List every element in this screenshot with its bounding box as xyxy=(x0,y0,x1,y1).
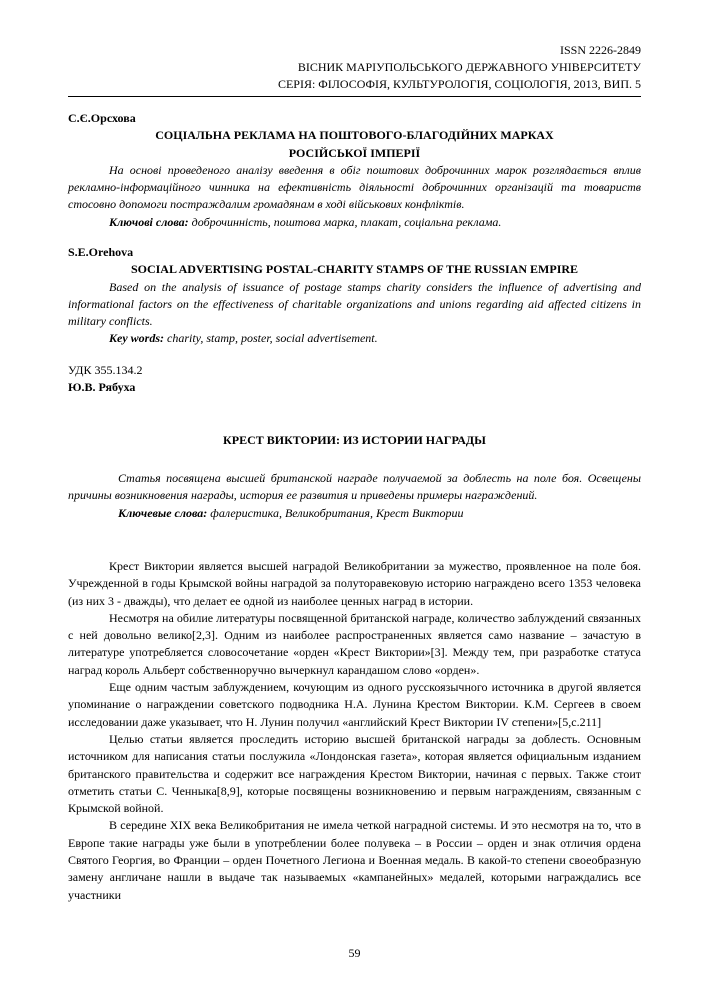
page-number: 59 xyxy=(348,946,361,960)
header-rule xyxy=(68,96,641,97)
abstract-ua-text: На основі проведеного аналізу введення в обіг поштових доброчинних марок розглядається вплив рекламно-інформаційного чинника на ефективність діяльності доброчинних організацій та товариств стосовно допомоги постраждалим громадянам в ході військових конфліктів. xyxy=(68,162,641,212)
body-paragraph: Несмотря на обилие литературы посвященной британской награде, количество заблуждений связанных с ней довольно велико[2,3]. Одним из наиболее распространенных является само название – зачастую в литературе употребляется словосочетание «орден «Крест Виктории»[3]. Между тем, при разработке статуса наград король Альберт собственноручно вычеркнул карандашом слово «орден». xyxy=(68,610,641,677)
article-title-block xyxy=(68,432,641,449)
article-keywords-text: фалеристика, Великобритания, Крест Виктории xyxy=(207,505,464,520)
keywords-ua xyxy=(68,214,641,231)
issn: ISSN 2226-2849 xyxy=(559,43,641,57)
author-en: S.E.Orehova xyxy=(68,245,134,259)
article-keywords xyxy=(68,505,641,522)
article-title: КРЕСТ ВИКТОРИИ: ИЗ ИСТОРИИ НАГРАДЫ xyxy=(223,433,486,447)
author-ua: С.Є.Орсхова xyxy=(68,111,136,125)
title-ua-line1: СОЦІАЛЬНА РЕКЛАМА НА ПОШТОВОГО-БЛАГОДІЙНИХ МАРКАХ xyxy=(155,128,554,143)
article-abstract xyxy=(68,470,641,522)
title-en: SOCIAL ADVERTISING POSTAL-CHARITY STAMPS OF THE RUSSIAN EMPIRE xyxy=(130,262,579,277)
body-paragraph: Целью статьи является проследить историю высшей британской награды за доблесть. Основным источником для написания статьи послужила «Лондонская газета», которая является официальным изданием британского правительства и содержит все награждения Крестом Виктории, начиная с первых. Также стоит отметить статьи С. Ченныка[8,9], которые посвящены возникновению и первым награждениям, связанным с Крымской войной. xyxy=(68,731,641,816)
article-author: Ю.В. Рябуха xyxy=(68,380,136,395)
journal-name: ВІСНИК МАРІУПОЛЬСЬКОГО ДЕРЖАВНОГО УНІВЕРСИТЕТУ xyxy=(297,60,641,74)
keywords-en xyxy=(68,330,641,347)
title-ua-line2: РОСІЙСЬКОЇ ІМПЕРІЇ xyxy=(288,145,421,160)
keywords-ua-text: доброчинність, поштова марка, плакат, соціальна реклама. xyxy=(188,214,502,229)
body-paragraph: В середине XIX века Великобритания не имела четкой наградной системы. И это несмотря на то, что в Европе такие награды уже были в употреблении более полувека – в России – орден и знак отличия ордена Святого Георгия, во Франции – орден Почетного Легиона и Военная медаль. В какой-то степени своеобразную замену англичане нашли в выдаче так называемых «кампанейных» медалей, которыми награждались все участники xyxy=(68,818,641,902)
journal-series: СЕРІЯ: ФІЛОСОФІЯ, КУЛЬТУРОЛОГІЯ, СОЦІОЛОГІЯ, 2013, ВИП. 5 xyxy=(277,77,641,91)
udk: УДК 355.134.2 xyxy=(68,363,143,377)
running-header xyxy=(278,42,641,93)
article-meta xyxy=(68,362,641,397)
abstract-ua xyxy=(68,110,641,231)
article-abstract-text: Статья посвящена высшей британской награде получаемой за доблесть на поле боя. Освещены причины возникновения награды, история ее развития и приведены примеры награждений. xyxy=(68,471,641,503)
article-keywords-label: Ключевые слова: xyxy=(118,505,208,520)
abstract-en-text: Based on the analysis of issuance of postage stamps charity considers the influence of advertising and informational factors on the effectiveness of charitable organizations and unions regarding aid affected citizens in military conflicts. xyxy=(68,279,641,329)
body-paragraph: Крест Виктории является высшей наградой Великобритании за мужество, проявленное на поле боя. Учрежденной в годы Крымской войны наградой за полуторавековую историю награждено всего 1353 человека (из них 3 - дважды), что делает ее одной из наиболее ценных наград в истории. xyxy=(68,559,641,608)
keywords-en-text: charity, stamp, poster, social advertisement. xyxy=(164,331,378,346)
keywords-ua-label: Ключові слова: xyxy=(109,214,189,229)
keywords-en-label: Key words: xyxy=(109,331,164,346)
abstract-en xyxy=(68,244,641,348)
article-body xyxy=(68,558,641,904)
body-paragraph: Еще одним частым заблуждением, кочующим из одного русскоязычного источника в другой является упоминание о награждении советского подводника Н.А. Лунина Крестом Виктории. К.М. Сергеев в своем исследовании даже указывает, что Н. Лунин получил «английский Крест Виктории IV степени»[5,с.211] xyxy=(68,680,641,729)
